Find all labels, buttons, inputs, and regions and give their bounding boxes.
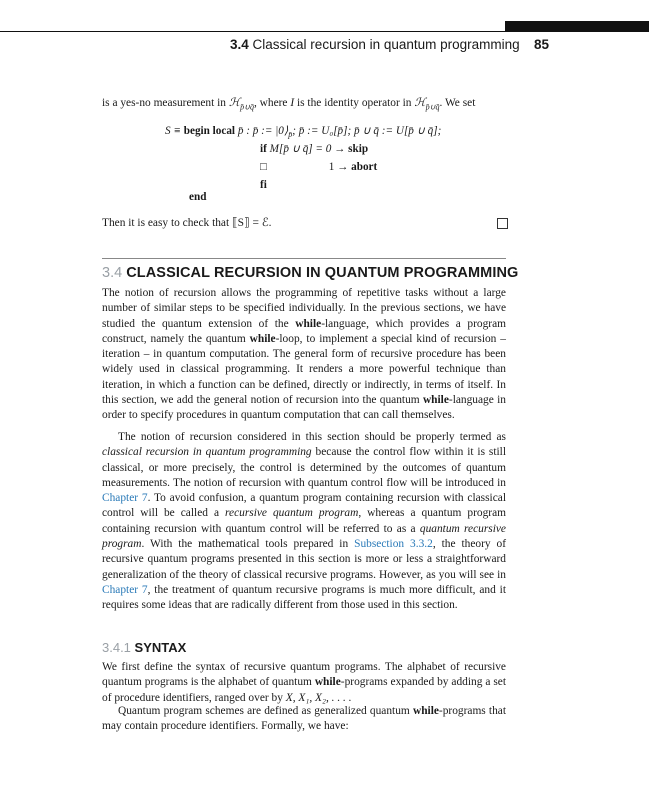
section-title: CLASSICAL RECURSION IN QUANTUM PROGRAMMING	[126, 265, 519, 281]
program-line-1: S ≡ begin local p̄ : p̄ := $|0⟩_{p̄}$; p̄ := U₀[p̄]; p̄ ∪ q̄ := U[p̄ ∪ q̄];	[165, 125, 442, 140]
link-chapter-7-second[interactable]: Chapter 7	[102, 583, 148, 596]
subsection-number: 3.4.1	[102, 640, 131, 655]
subsection-heading	[102, 640, 186, 655]
program-end: end	[189, 191, 207, 203]
section-rule	[102, 258, 506, 259]
then-line: Then it is easy to check that ⟦S⟧ = ℰ.	[102, 217, 272, 229]
page-number: 85	[534, 37, 550, 52]
header-rule	[0, 31, 649, 32]
paragraph-4: Quantum program schemes are defined as generalized quantum while-programs that may contain procedure identifiers. Formally, we have:	[102, 705, 507, 733]
intro-line: is a yes-no measurement in ℋ$_{p̄\cup q̄}$, where I is the identity operator in ℋ$_{p̄\cup q̄}$. We set	[102, 97, 476, 112]
qed-square-icon	[497, 218, 508, 229]
running-head-title: Classical recursion in quantum programming	[252, 37, 520, 52]
program-line-3: □ 1 → abort	[260, 161, 378, 173]
paragraph-3: We first define the syntax of recursive quantum programs. The alphabet of recursive quantum programs is the alphabet of quantum while-programs expanded by adding a set of procedure identifiers, ranged over by X, X₁, X₂, . . . .	[102, 661, 506, 704]
section-heading	[102, 265, 518, 281]
running-head-section-number: 3.4	[230, 37, 249, 52]
link-subsection-3-3-2[interactable]: Subsection 3.3.2	[354, 538, 433, 551]
section-number: 3.4	[102, 265, 123, 281]
link-chapter-7[interactable]: Chapter 7	[102, 492, 148, 505]
program-line-2: if M[p̄ ∪ q̄] = 0 → skip	[260, 143, 369, 155]
paragraph-2: The notion of recursion considered in this section should be properly termed as classical recursion in quantum programming because the control flow within it is still classical, or more precisely, the control is determined by the outcomes of quantum measurements. The notion of recursion with quantum control flow will be introduced in Chapter 7. To avoid confusion, a quantum program containing recursion with classical control will be called a recursive quantum program, whereas a quantum program containing recursion with quantum control will be referred to as a quantum recursive program. With the mathematical tools prepared in Subsection 3.3.2, the theory of recursive quantum programs presented in this section is more or less a straightforward generalization of the theory of classical recursive programs. However, as you will see in Chapter 7, the treatment of quantum recursive programs is much more difficult, and it requires some ideas that are radically different from those used in this section.	[102, 431, 506, 612]
subsection-title: SYNTAX	[134, 640, 187, 655]
program-line-4: fi	[260, 179, 267, 191]
paragraph-1: The notion of recursion allows the programming of repetitive tasks without a large number of similar steps to be specified individually. In the previous sections, we have studied the quantum extension of the while-language, which provides a program construct, namely the quantum while-loop, to implement a special kind of recursion – iteration – in quantum computation. The general form of recursive procedure has been widely used in classical programming. It renders a more powerful technique than iteration, in which a function can be defined, directly or indirectly, in terms of itself. In this section, we add the general notion of recursion into the quantum while-language in order to specify procedures in quantum computation that can call themselves.	[102, 287, 507, 422]
running-head	[230, 37, 550, 52]
